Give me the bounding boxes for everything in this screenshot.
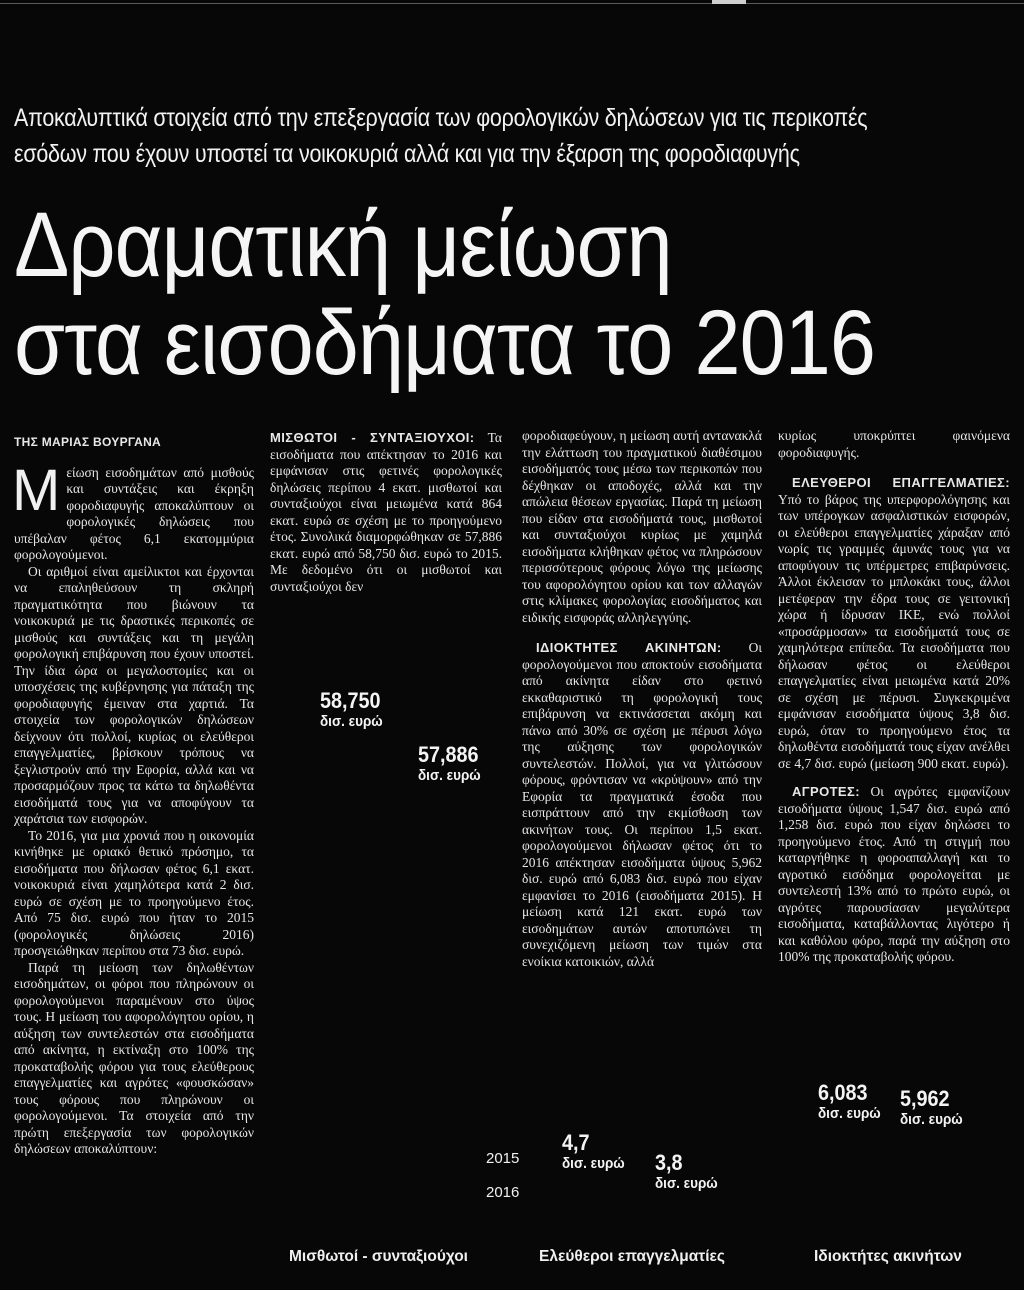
lead-paragraph: [12, 457, 254, 564]
section-text: Οι φορολογούμενοι που αποκτούν εισοδήματα από ακίνητα είδαν στο φετινό εκκαθαριστικό τη φορολογική τους επιβάρυνση να εκτινάσσεται ακόμη και πάνω από 30% σε σχέση με πέρυσι λόγω της αύξησης των φορολογικών συντελεστών. Πολλοί, για να γλιτώσουν φόρους, φρόντισαν να «κρύψουν» από την Εφορία τα πραγματικά έσοδα που εισπράττουν από την εκμίσθωση των ακινήτων τους. Οι περίπου 1,5 εκατ. φορολογούμενοι δήλωσαν φέτος ότι το 2016 απέκτησαν εισοδήματα ύψους 5,962 δισ. ευρώ από 6,083 δισ. ευρώ που είχαν εμφανίσει το 2016 (εισοδήματα 2015). Η μείωση κατά 121 εκατ. ευρώ των εισοδημάτων αυτών αποτυπώνει τη συνεχιζόμενη μείωση των τιμών στα ενοίκια κατοικιών, αλλά: [522, 640, 762, 969]
bar-label-property-2016: 5,962 δισ. ευρώ: [900, 1086, 963, 1128]
column-3: [522, 428, 762, 970]
section-heading: ΑΓΡΟΤΕΣ:: [792, 784, 860, 799]
headline-line-2: στα εισοδήματα το 2016: [14, 292, 876, 394]
bar-label-salaried-2015: 58,750 δισ. ευρώ: [320, 688, 383, 730]
paragraph: Παρά τη μείωση των δηλωθέντων εισοδημάτων, οι φόροι που πληρώνουν οι φορολογούμενοι παραμένουν στο ύψος τους. Η μείωση του αφορολόγητου ορίου, η αύξηση των συντελεστών στα εισοδήματα από ακίνητα, η εκτίναξη στο 100% της προκαταβολής φόρου για τους ελεύθερους επαγγελματίες και αγρότες «φουσκώσαν» τους φόρους που πληρώνουν οι φορολογούμενοι. Τα στοιχεία από την πρώτη επεξεργασία των φορολογικών δηλώσεων αποκαλύπτουν:: [14, 959, 254, 1156]
legend-2016: 2016: [486, 1184, 520, 1201]
paragraph: φοροδιαφεύγουν, η μείωση αυτή αντανακλά την ελάττωση του πραγματικού διαθέσιμου εισοδήματός τους μέσω των περικοπών που δέχθηκαν οι αποδοχές, αλλά και την απώλεια θέσεων εργασίας. Παρά τη μείωση που είδαν στα εισοδήματά τους, μισθωτοί και συνταξιούχοι κυρίως με χαμηλά εισοδήματα κλήθηκαν φέτος να πληρώσουν περισσότερους φόρους λόγω της μείωσης του αφορολόγητου ορίου και των αλλαγών στις κλίμακες φορολογίας εισοδήματος και ειδικής εισφοράς αλληλεγγύης.: [522, 428, 762, 625]
bar-label-property-2015: 6,083 δισ. ευρώ: [818, 1080, 881, 1122]
section-salaried: [270, 430, 502, 595]
column-4: [778, 428, 1010, 966]
kicker-line-1: Αποκαλυπτικά στοιχεία από την επεξεργασία των φορολογικών δηλώσεων για τις περικοπές: [14, 104, 868, 132]
kicker: [14, 100, 874, 172]
drop-cap: Μ: [12, 457, 61, 523]
category-label-property: Ιδιοκτήτες ακινήτων: [814, 1248, 962, 1265]
legend-2015: 2015: [486, 1150, 520, 1167]
section-heading: ΕΛΕΥΘΕΡΟΙ ΕΠΑΓΓΕΛΜΑΤΙΕΣ:: [792, 475, 1010, 490]
section-text: Οι αγρότες εμφανίζουν εισοδήματα ύψους 1,547 δισ. ευρώ από 1,258 δισ. ευρώ που είχαν δηλώσει το προηγούμενο έτος. Από τη στιγμή που καταργήθηκε η φοροαπαλλαγή και το αγροτικό εισόδημα φορολογείται με συντελεστή 13% από το πρώτο ευρώ, οι αγρότες παρουσίασαν μεγαλύτερα εισοδήματα, καταβάλλοντας λιγότερο ή και καθόλου φόρο, παρά την αύξηση στο 100% της προκαταβολής φόρου.: [778, 784, 1011, 964]
top-rule: [0, 0, 1024, 6]
kicker-line-2: εσόδων που έχουν υποστεί τα νοικοκυριά αλλά και για την έξαρση της φοροδιαφυγής: [14, 140, 800, 168]
paragraph: κυρίως υποκρύπτει φαινόμενα φοροδιαφυγής.: [778, 428, 1010, 460]
section-farmers: [778, 784, 1010, 966]
section-heading: ΜΙΣΘΩΤΟΙ - ΣΥΝΤΑΞΙΟΥΧΟΙ:: [270, 430, 475, 445]
column-1: [14, 434, 254, 1158]
byline: ΤΗΣ ΜΑΡΙΑΣ ΒΟΥΡΓΑΝΑ: [14, 435, 162, 449]
section-property: [522, 640, 762, 970]
paragraph: Το 2016, για μια χρονιά που η οικονομία κινήθηκε με οριακό θετικό πρόσημο, τα εισοδήματα που δήλωσαν φέτος 6,1 εκατ. νοικοκυριά είναι χαμηλότερα κατά 2 δισ. ευρώ σε σχέση με το προηγούμενο έτος. Από 75 δισ. ευρώ που ήταν το 2015 (φορολογικές δηλώσεις 2016) προσγειώθηκαν περίπου στα 73 δισ. ευρώ.: [14, 827, 254, 958]
section-text: Τα εισοδήματα που απέκτησαν το 2016 και εμφάνισαν στις φετινές φορολογικές δηλώσεις περίπου 4 εκατ. μισθωτοί και συνταξιούχοι είναι μειωμένα κατά 864 εκατ. ευρώ σε σχέση με το προηγούμενο έτος. Συνολικά διαμορφώθηκαν σε 57,886 εκατ. ευρώ από 58,750 δισ. ευρώ το 2015. Με δεδομένο ότι οι μισθωτοί και συνταξιούχοι δεν: [270, 430, 502, 594]
headline-line-1: Δραματική μείωση: [14, 194, 672, 296]
section-heading: ΙΔΙΟΚΤΗΤΕΣ ΑΚΙΝΗΤΩΝ:: [536, 640, 722, 655]
lead-text: είωση εισοδημάτων από μισθούς και συντάξεις και έκρηξη φοροδιαφυγής αποκαλύπτουν οι φορολογικές δηλώσεις που υπέβαλαν φέτος 6,1 εκατομμύρια φορολογούμενοι.: [14, 464, 254, 562]
paragraph: Οι αριθμοί είναι αμείλικτοι και έρχονται να επαληθεύσουν τη σκληρή πραγματικότητα που βιώνουν τα νοικοκυριά με τις δραστικές περικοπές σε μισθούς και συντάξεις και τη μεγάλη φορολογική επιβάρυνση που έχουν υποστεί. Την ίδια ώρα οι μεγαλοστομίες και οι υποσχέσεις της κυβέρνησης για πάταξη της φοροδιαφυγής έμειναν στα χαρτιά. Τα στοιχεία των φορολογικών δηλώσεων δείχνουν ότι πολλοί, κυρίως οι ελεύθεροι επαγγελματίες, βρίσκουν τρόπους να ξεγλιστρούν από την Εφορία, αλλά και να προσαρμόζουν προς τα κάτω τα δηλωθέντα εισοδήματά τους για να αποφύγουν τα χαράτσια των εισφορών.: [14, 563, 254, 826]
section-freelancers: [778, 475, 1010, 772]
rule-line: [0, 3, 1024, 4]
category-label-salaried: Μισθωτοί - συνταξιούχοι: [289, 1248, 468, 1265]
bar-label-freelance-2016: 3,8 δισ. ευρώ: [655, 1150, 718, 1192]
bar-label-freelance-2015: 4,7 δισ. ευρώ: [562, 1130, 625, 1172]
rule-mark: [712, 0, 746, 4]
column-2: [270, 430, 502, 595]
bar-label-salaried-2016: 57,886 δισ. ευρώ: [418, 742, 481, 784]
category-label-freelancers: Ελεύθεροι επαγγελματίες: [539, 1248, 725, 1265]
section-text: Υπό το βάρος της υπερφορολόγησης και των υπέρογκων ασφαλιστικών εισφορών, οι ελεύθεροι επαγγελματίες χάραξαν από νωρίς τις γραμμές άμυνάς τους για να αποφύγουν τις υπέρμετρες επιβαρύνσεις. Άλλοι έκλεισαν το μπλοκάκι τους, άλλοι μετέφεραν την έδρα τους σε γειτονική χώρα ή ίδρυσαν ΙΚΕ, ενώ πολλοί «προσάρμοσαν» τα εισοδήματά τους σε χαμηλότερα επίπεδα. Τα εισοδήματα που δήλωσαν φέτος οι ελεύθεροι επαγγελματίες είναι μειωμένα κατά 20% σε σχέση με πέρυσι. Συγκεκριμένα εμφάνισαν εισοδήματα ύψους 3,8 δισ. ευρώ, όταν το προηγούμενο έτος τα δηλωθέντα εισοδήματά τους είχαν ανέλθει σε 4,7 δισ. ευρώ (μείωση 900 εκατ. ευρώ).: [778, 491, 1010, 771]
headline: [14, 196, 875, 392]
